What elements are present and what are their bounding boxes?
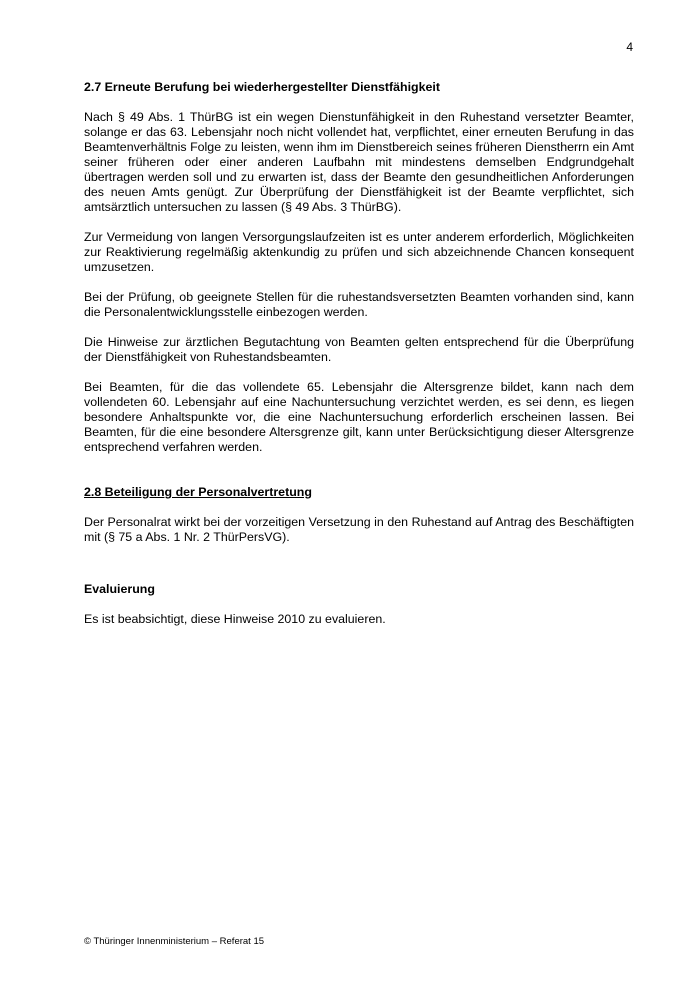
paragraph: Bei Beamten, für die das vollendete 65. Lebensjahr die Altersgrenze bildet, kann nach dem vollendeten 60. Lebensjahr auf eine Nachuntersuchung verzichtet werden, es sei denn, es liegen besondere Anhaltspunkte vor, die eine Nachuntersuchung erforderlich erscheinen lassen. Bei Beamten, für die eine besondere Altersgrenze gilt, kann unter Berücksichtigung dieser Altersgrenze entsprechend verfahren werden.	[84, 380, 634, 454]
paragraph: Es ist beabsichtigt, diese Hinweise 2010 zu evaluieren.	[84, 612, 386, 626]
paragraph: Nach § 49 Abs. 1 ThürBG ist ein wegen Dienstunfähigkeit in den Ruhestand versetzter Beamter, solange er das 63. Lebensjahr noch nicht vollendet hat, verpflichtet, einer erneuten Berufung in das Beamtenverhältnis Folge zu leisten, wenn ihm im Dienstbereich seines früheren Dienstherrn ein Amt seiner früheren oder einer anderen Laufbahn mit mindestens demselben Endgrundgehalt übertragen werden soll und zu erwarten ist, dass der Beamte den gesundheitlichen Anforderungen des neuen Amts genügt. Zur Überprüfung der Dienstfähigkeit ist der Beamte verpflichtet, sich amtsärztlich untersuchen zu lassen (§ 49 Abs. 3 ThürBG).	[84, 110, 634, 214]
paragraph: Bei der Prüfung, ob geeignete Stellen für die ruhestandsversetzten Beamten vorhanden sind, kann die Personalentwicklungsstelle einbezogen werden.	[84, 290, 634, 319]
section-heading-2-8: 2.8 Beteiligung der Personalvertretung	[84, 485, 312, 499]
document-body	[84, 80, 634, 642]
section-heading-2-7: 2.7 Erneute Berufung bei wiederhergestellter Dienstfähigkeit	[84, 80, 440, 94]
paragraph: Der Personalrat wirkt bei der vorzeitigen Versetzung in den Ruhestand auf Antrag des Beschäftigten mit (§ 75 a Abs. 1 Nr. 2 ThürPersVG).	[84, 515, 634, 544]
paragraph: Zur Vermeidung von langen Versorgungslaufzeiten ist es unter anderem erforderlich, Möglichkeiten zur Reaktivierung regelmäßig aktenkundig zu prüfen und sich abzeichnende Chancen konsequent umzusetzen.	[84, 230, 634, 274]
section-heading-evaluierung: Evaluierung	[84, 582, 155, 596]
page-number: 4	[626, 40, 633, 54]
footer-copyright: © Thüringer Innenministerium – Referat 15	[84, 936, 265, 947]
paragraph: Die Hinweise zur ärztlichen Begutachtung von Beamten gelten entsprechend für die Überprüfung der Dienstfähigkeit von Ruhestandsbeamten.	[84, 335, 634, 364]
